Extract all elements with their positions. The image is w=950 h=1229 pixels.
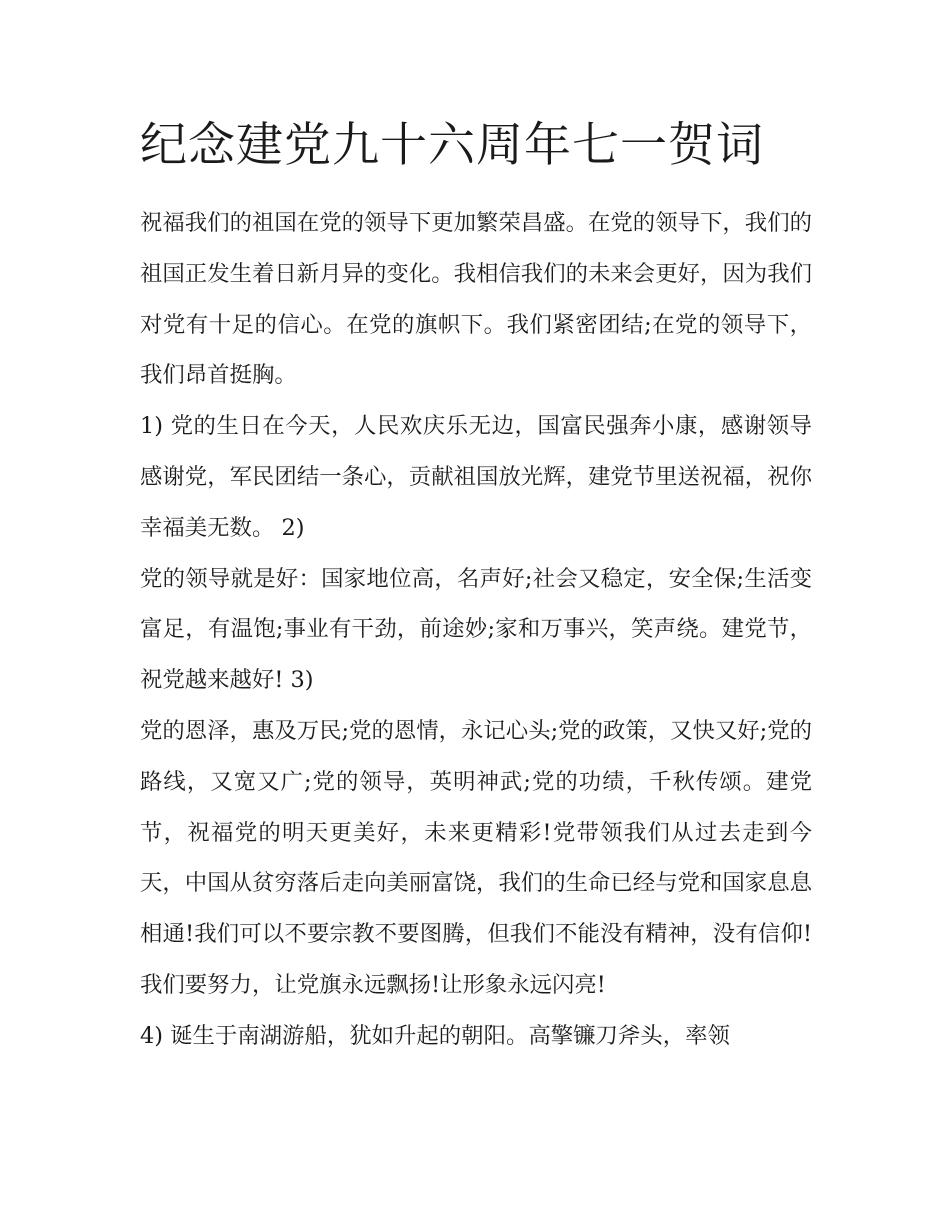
paragraph-intro: 祝福我们的祖国在党的领导下更加繁荣昌盛。在党的领导下，我们的祖国正发生着日新月异的变化。我相信我们的未来会更好，因为我们对党有十足的信心。在党的旗帜下。我们紧密团结;在党的领导下，我们昂首挺胸。	[140, 210, 812, 389]
paragraph-1: 1) 党的生日在今天，人民欢庆乐无边，国富民强奔小康，感谢领导感谢党，军民团结一条心，贡献祖国放光辉，建党节里送祝福，祝你幸福美无数。 2)	[140, 413, 812, 541]
paragraph-3: 党的恩泽，惠及万民;党的恩情，永记心头;党的政策，又快又好;党的路线，又宽又广;党的领导，英明神武;党的功绩，千秋传颂。建党节，祝福党的明天更美好，未来更精彩!党带领我们从过去走到今天，中国从贫穷落后走向美丽富饶，我们的生命已经与党和国家息息相通!我们可以不要宗教不要图腾，但我们不能没有精神，没有信仰!我们要努力，让党旗永远飘扬!让形象永远闪亮!	[140, 717, 812, 998]
paragraph-2: 党的领导就是好：国家地位高，名声好;社会又稳定，安全保;生活变富足，有温饱;事业有干劲，前途妙;家和万事兴，笑声绕。建党节，祝党越来越好! 3)	[140, 565, 812, 694]
paragraph-4: 4) 诞生于南湖游船，犹如升起的朝阳。高擎镰刀斧头，率领	[140, 1022, 730, 1049]
document-body	[140, 198, 812, 1062]
document-title: 纪念建党九十六周年七一贺词	[140, 118, 764, 173]
